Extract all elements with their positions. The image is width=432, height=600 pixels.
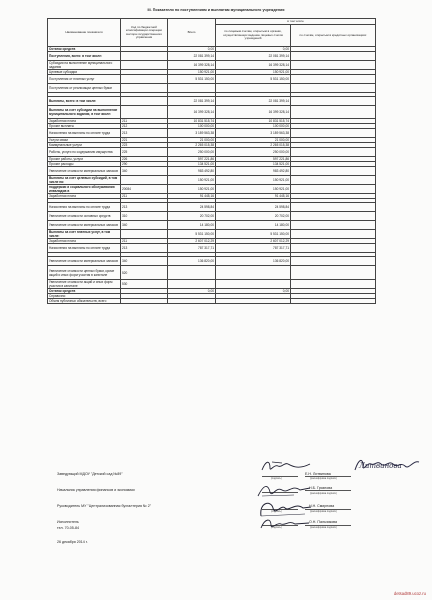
row-total: 250 000,00: [168, 148, 216, 157]
table-row: [48, 212, 376, 221]
table-row: [48, 279, 376, 288]
row-code: 211: [121, 194, 168, 199]
row-personal-accounts: 787 317,71: [216, 244, 291, 253]
accounting-label: Руководитель МУ "Централизованная бухгалтерия № 2": [57, 504, 152, 508]
row-bank-accounts: [291, 176, 376, 185]
row-name: Остаток средств: [48, 47, 121, 52]
accounting-name: Н.Н. Смирнова: [309, 504, 335, 508]
row-name: Увеличение стоимости материальных запасов: [48, 257, 121, 266]
table-body: [48, 47, 376, 304]
row-total: 22 081 399,14: [168, 52, 216, 61]
row-code: 223: [121, 143, 168, 148]
executor-signature-scribble: [255, 516, 315, 534]
row-total: 0,00: [168, 288, 216, 293]
row-code: 340: [121, 221, 168, 230]
row-personal-accounts: 16 399 328,14: [216, 106, 291, 119]
row-total: 16 399 328,14: [168, 60, 216, 69]
row-name: Работы, услуги по содержанию имущества: [48, 148, 121, 157]
table-row: [48, 52, 376, 61]
row-total: 0,00: [168, 47, 216, 52]
table-row: [48, 221, 376, 230]
row-code: 221: [121, 138, 168, 143]
table-row: [48, 106, 376, 119]
table-row: [48, 74, 376, 83]
header-incl: в том числе: [216, 19, 376, 25]
head-name-caption: (расшифровка подписи): [310, 477, 337, 480]
header-code: Код по бюджетной классификации операции сектора государственного управления: [121, 19, 168, 47]
header-bank-accounts: по счетам, открытым в кредитных организациях: [291, 25, 376, 47]
handwritten-name-scribble: [353, 454, 423, 478]
row-total: 14 180,00: [168, 221, 216, 230]
table-row: [48, 185, 376, 194]
row-name: Остаток средств: [48, 288, 121, 293]
row-name: Объем публичных обязательств, всего: [48, 298, 121, 303]
row-code: 340: [121, 257, 168, 266]
row-name: Заработная плата: [48, 239, 121, 244]
row-total: 2 265 015,38: [168, 143, 216, 148]
row-code: 213: [121, 129, 168, 138]
row-code: 213: [121, 203, 168, 212]
row-personal-accounts: 150 921,00: [216, 176, 291, 185]
finance-name: Н.Б. Грязнова: [309, 486, 333, 490]
indicators-table: [47, 18, 376, 304]
row-bank-accounts: [291, 60, 376, 69]
row-total: 20 702,00: [168, 212, 216, 221]
head-signature-scribble: [258, 458, 318, 476]
head-signature-caption: (подпись): [271, 477, 282, 480]
table-row: [48, 60, 376, 69]
row-name: Увеличение стоимости основных средств: [48, 212, 121, 221]
row-bank-accounts: [291, 203, 376, 212]
document-date: 26 декабря 2014 г.: [57, 540, 88, 544]
row-total: [168, 266, 216, 279]
row-total: 3 189 563,38: [168, 129, 216, 138]
row-code: 310: [121, 212, 168, 221]
header-personal-accounts: по лицевым счетам, открытым в органах, осуществляющих ведение лицевых счетов учреждений: [216, 25, 291, 47]
executor-name: О.Н. Пальчикова: [309, 520, 338, 524]
row-name: Прочие выплаты: [48, 124, 121, 129]
row-name: Начисления на выплаты по оплате труда: [48, 244, 121, 253]
row-code: [121, 298, 168, 303]
row-name: Увеличение стоимости акций и иных форм участия в капитале: [48, 279, 121, 288]
handwritten-name-text: Литвинова: [359, 462, 402, 470]
row-bank-accounts: [291, 185, 376, 194]
row-code: [121, 60, 168, 69]
row-name: Услуги связи: [48, 138, 121, 143]
row-name: Выплаты за счет целевых субсидий, в том числе на:: [48, 176, 121, 185]
table-row: [48, 298, 376, 303]
row-bank-accounts: [291, 230, 376, 239]
row-bank-accounts: [291, 298, 376, 303]
row-total: 22 081 399,14: [168, 97, 216, 106]
row-bank-accounts: [291, 129, 376, 138]
row-bank-accounts: [291, 221, 376, 230]
row-personal-accounts: 0,00: [216, 288, 291, 293]
row-total: 24 598,84: [168, 203, 216, 212]
table-row: [48, 176, 376, 185]
row-code: 520: [121, 266, 168, 279]
row-code: 211: [121, 239, 168, 244]
row-name: Начисления на выплаты по оплате труда: [48, 129, 121, 138]
row-total: 2 607 012,29: [168, 239, 216, 244]
row-total: 136 820,00: [168, 257, 216, 266]
row-bank-accounts: [291, 83, 376, 92]
row-total: 100 000,00: [168, 124, 216, 129]
row-personal-accounts: 100 000,00: [216, 124, 291, 129]
row-total: 150 921,00: [168, 176, 216, 185]
table-row: [48, 97, 376, 106]
row-name: Поступления от реализации ценных бумаг: [48, 83, 121, 92]
row-bank-accounts: [291, 106, 376, 119]
row-total: 16 399 328,14: [168, 106, 216, 119]
row-bank-accounts: [291, 257, 376, 266]
executor-phone: тел. 70-05-84: [57, 526, 79, 530]
row-personal-accounts: 250 000,00: [216, 148, 291, 157]
table-row: [48, 244, 376, 253]
row-code: 290: [121, 162, 168, 167]
row-total: 134 521,00: [168, 162, 216, 167]
row-personal-accounts: 3 189 563,38: [216, 129, 291, 138]
row-name: Справочно:: [48, 293, 121, 298]
head-label: Заведующий МДОУ "Детский сад №89": [57, 472, 123, 476]
row-total: 5 531 150,00: [168, 230, 216, 239]
table-row: [48, 266, 376, 279]
row-code: [121, 106, 168, 119]
row-bank-accounts: [291, 266, 376, 279]
row-bank-accounts: [291, 244, 376, 253]
row-bank-accounts: [291, 148, 376, 157]
row-bank-accounts: [291, 97, 376, 106]
row-name: Целевые субсидии: [48, 69, 121, 74]
table-row: [48, 257, 376, 266]
executor-signature-caption: (подпись): [271, 526, 282, 529]
row-name: Увеличение стоимости ценных бумаг, кроме акций и иных форм участия в капитале: [48, 266, 121, 279]
row-personal-accounts: 136 820,00: [216, 257, 291, 266]
row-total: [168, 279, 216, 288]
row-personal-accounts: 5 531 150,00: [216, 74, 291, 83]
row-name: Прочие расходы: [48, 162, 121, 167]
row-personal-accounts: 150 921,00: [216, 69, 291, 74]
table-row: [48, 148, 376, 157]
row-total: 983 492,80: [168, 167, 216, 176]
row-code: [121, 97, 168, 106]
row-name: Заработная плата: [48, 119, 121, 124]
row-bank-accounts: [291, 74, 376, 83]
executor-label: Исполнитель: [57, 520, 79, 524]
row-personal-accounts: [216, 266, 291, 279]
row-bank-accounts: [291, 52, 376, 61]
row-personal-accounts: 983 492,80: [216, 167, 291, 176]
row-code: [121, 230, 168, 239]
row-personal-accounts: [216, 298, 291, 303]
row-code: 226: [121, 157, 168, 162]
finance-name-caption: (расшифровка подписи): [310, 492, 337, 495]
row-code: [121, 52, 168, 61]
accounting-signature-caption: (подпись): [271, 510, 282, 513]
row-code: [121, 74, 168, 83]
row-code: 212: [121, 124, 168, 129]
table-row: [48, 167, 376, 176]
row-personal-accounts: 91 445,16: [216, 194, 291, 199]
row-personal-accounts: [216, 83, 291, 92]
row-code: [121, 176, 168, 185]
row-total: 21 000,00: [168, 138, 216, 143]
finance-label: Начальник управления финансов и экономики: [57, 488, 135, 492]
watermark: detsad89.ucoz.ru: [393, 591, 426, 596]
header-name: Наименование показателя: [48, 19, 121, 47]
row-personal-accounts: 2 265 015,38: [216, 143, 291, 148]
table-row: [48, 203, 376, 212]
row-total: 10 831 515,74: [168, 119, 216, 124]
row-bank-accounts: [291, 167, 376, 176]
row-total: 597 221,86: [168, 157, 216, 162]
executor-name-caption: (расшифровка подписи): [310, 526, 337, 529]
row-personal-accounts: 16 399 328,14: [216, 60, 291, 69]
row-name: Заработная плата: [48, 194, 121, 199]
row-personal-accounts: 14 180,00: [216, 221, 291, 230]
row-total: 150 921,00: [168, 69, 216, 74]
row-name: Увеличение стоимости материальных запасов: [48, 167, 121, 176]
row-name: Выплаты за счет субсидии на выполнение муниципального задания, в том числе:: [48, 106, 121, 119]
head-name: Е.Н. Литвинова: [305, 472, 331, 476]
row-personal-accounts: 20 702,00: [216, 212, 291, 221]
row-total: 787 317,71: [168, 244, 216, 253]
row-personal-accounts: 2 607 012,29: [216, 239, 291, 244]
row-personal-accounts: 134 521,00: [216, 162, 291, 167]
row-name: Выплаты за счет платных услуг, в том числе:: [48, 230, 121, 239]
row-name: Прочие работы, услуги: [48, 157, 121, 162]
row-total: 5 531 150,00: [168, 74, 216, 83]
row-personal-accounts: 5 531 150,00: [216, 230, 291, 239]
row-total: [168, 298, 216, 303]
header-total: Всего: [168, 19, 216, 47]
row-personal-accounts: 597 221,86: [216, 157, 291, 162]
table-row: [48, 129, 376, 138]
row-name: Выплаты, всего: в том числе:: [48, 97, 121, 106]
row-personal-accounts: 0,00: [216, 47, 291, 52]
row-total: 91 445,16: [168, 194, 216, 199]
section-title: III. Показатели по поступлениям и выплатам муниципального учреждения: [147, 8, 285, 12]
row-name: Коммунальные услуги: [48, 143, 121, 148]
row-personal-accounts: 150 921,00: [216, 185, 291, 194]
row-code: 340: [121, 167, 168, 176]
table-row: [48, 230, 376, 239]
row-name: Субсидии на выполнение муниципального задания: [48, 60, 121, 69]
row-code: 20084: [121, 185, 168, 194]
row-code: 211: [121, 119, 168, 124]
row-personal-accounts: 10 831 515,74: [216, 119, 291, 124]
row-total: 150 921,00: [168, 185, 216, 194]
row-name: поддержки и социального обслуживания инвалидов в: [48, 185, 121, 194]
row-name: Поступления от платных услуг: [48, 74, 121, 83]
row-personal-accounts: 24 598,84: [216, 203, 291, 212]
row-personal-accounts: 22 081 399,14: [216, 97, 291, 106]
row-code: 213: [121, 244, 168, 253]
row-personal-accounts: 21 000,00: [216, 138, 291, 143]
row-name: Поступления, всего: в том числе:: [48, 52, 121, 61]
row-code: 225: [121, 148, 168, 157]
row-personal-accounts: [216, 279, 291, 288]
row-bank-accounts: [291, 212, 376, 221]
accounting-name-caption: (расшифровка подписи): [310, 510, 337, 513]
row-personal-accounts: 22 081 399,14: [216, 52, 291, 61]
table-row: [48, 83, 376, 92]
row-bank-accounts: [291, 279, 376, 288]
row-code: [121, 83, 168, 92]
row-total: [168, 83, 216, 92]
row-name: Начисления на выплаты по оплате труда: [48, 203, 121, 212]
row-name: Увеличение стоимости материальных запасов: [48, 221, 121, 230]
row-code: 530: [121, 279, 168, 288]
